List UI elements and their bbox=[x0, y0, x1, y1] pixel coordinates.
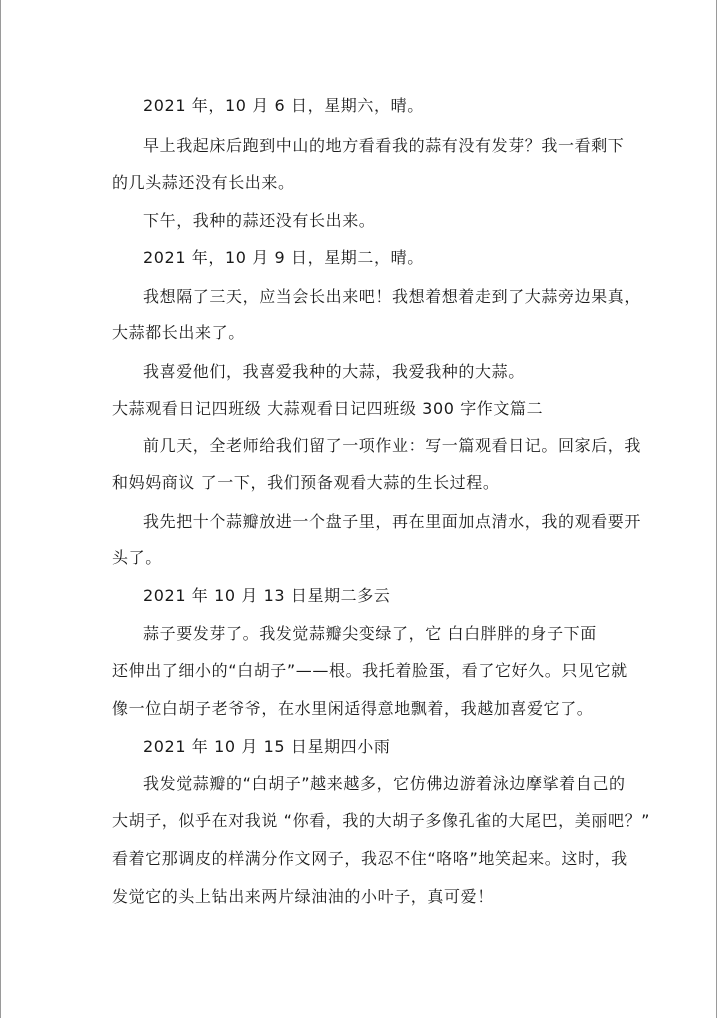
paragraph-beard-line4: 发觉它的头上钻出来两片绿油油的小叶子，真可爱！ bbox=[112, 887, 494, 906]
paragraph-beard-line1: 我发觉蒜瓣的“白胡子”越来越多，它仿佛边游着泳边摩挲着自己的 bbox=[143, 774, 626, 793]
paragraph-beard-line2: 大胡子，似乎在对我说 “你看，我的大胡子多像孔雀的大尾巴，美丽吧？” bbox=[112, 811, 651, 830]
paragraph-sprout-line3: 像一位白胡子老爷爷，在水里闲适得意地飘着，我越加喜爱它了。 bbox=[112, 699, 594, 718]
paragraph-morning-line2: 的几头蒜还没有长出来。 bbox=[112, 173, 295, 192]
page-right-border bbox=[716, 0, 717, 1018]
paragraph-date-oct15: 2021 年 10 月 15 日星期四小雨 bbox=[143, 737, 391, 756]
paragraph-beard-line3: 看着它那调皮的样满分作文网子，我忍不住“咯咯”地笑起来。这时，我 bbox=[112, 849, 628, 868]
paragraph-three-days-line1: 我想隔了三天，应当会长出来吧！我想着想着走到了大蒜旁边果真， bbox=[143, 287, 642, 306]
section-heading: 大蒜观看日记四班级 大蒜观看日记四班级 300 字作文篇二 bbox=[112, 399, 544, 418]
paragraph-sprout-line1: 蒜子要发芽了。我发觉蒜瓣尖变绿了，它 白白胖胖的身子下面 bbox=[143, 624, 597, 643]
paragraph-plate-line2: 头了。 bbox=[112, 548, 162, 567]
paragraph-afternoon: 下午，我种的蒜还没有长出来。 bbox=[143, 211, 376, 230]
paragraph-homework-line1: 前几天，全老师给我们留了一项作业：写一篇观看日记。回家后，我 bbox=[143, 436, 642, 455]
paragraph-homework-line2: 和妈妈商议 了一下，我们预备观看大蒜的生长过程。 bbox=[112, 473, 500, 492]
paragraph-sprout-line2: 还伸出了细小的“白胡子”——根。我托着脸蛋，看了它好久。只见它就 bbox=[112, 661, 628, 680]
paragraph-date-oct13: 2021 年 10 月 13 日星期二多云 bbox=[143, 586, 391, 605]
paragraph-love-garlic: 我喜爱他们，我喜爱我种的大蒜，我爱我种的大蒜。 bbox=[143, 362, 525, 381]
paragraph-plate-line1: 我先把十个蒜瓣放进一个盘子里，再在里面加点清水，我的观看要开 bbox=[143, 512, 642, 531]
paragraph-three-days-line2: 大蒜都长出来了。 bbox=[112, 323, 245, 342]
paragraph-date-oct6: 2021 年，10 月 6 日，星期六，晴。 bbox=[143, 96, 424, 115]
paragraph-morning-line1: 早上我起床后跑到中山的地方看看我的蒜有没有发芽？我一看剩下 bbox=[143, 136, 625, 155]
paragraph-date-oct9: 2021 年，10 月 9 日，星期二，晴。 bbox=[143, 248, 424, 267]
